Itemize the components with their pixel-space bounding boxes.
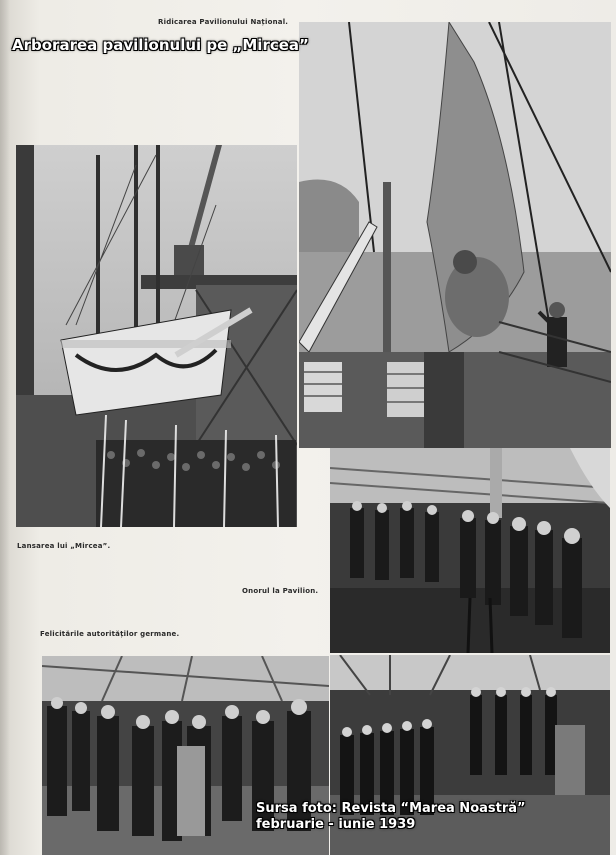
photo-source-overlay bbox=[256, 801, 526, 833]
launch-caption: Lansarea lui „Mircea”. bbox=[17, 542, 111, 550]
scan-edge bbox=[0, 0, 10, 855]
honor-caption: Onorul la Pavilion. bbox=[242, 587, 319, 595]
flag-raising-photo bbox=[299, 22, 611, 448]
source-line-1: Sursa foto: Revista “Marea Noastră” bbox=[256, 801, 526, 816]
congrats-caption: Felicitările autorităților germane. bbox=[40, 630, 180, 638]
ship-launch-photo bbox=[16, 145, 297, 527]
source-line-2: februarie - iunie 1939 bbox=[256, 817, 416, 832]
flag-raising-caption: Ridicarea Pavilionului Național. bbox=[158, 18, 289, 26]
page-title-overlay: Arborarea pavilionului pe „Mircea” bbox=[12, 36, 309, 54]
crew-salute-photo bbox=[330, 448, 610, 653]
